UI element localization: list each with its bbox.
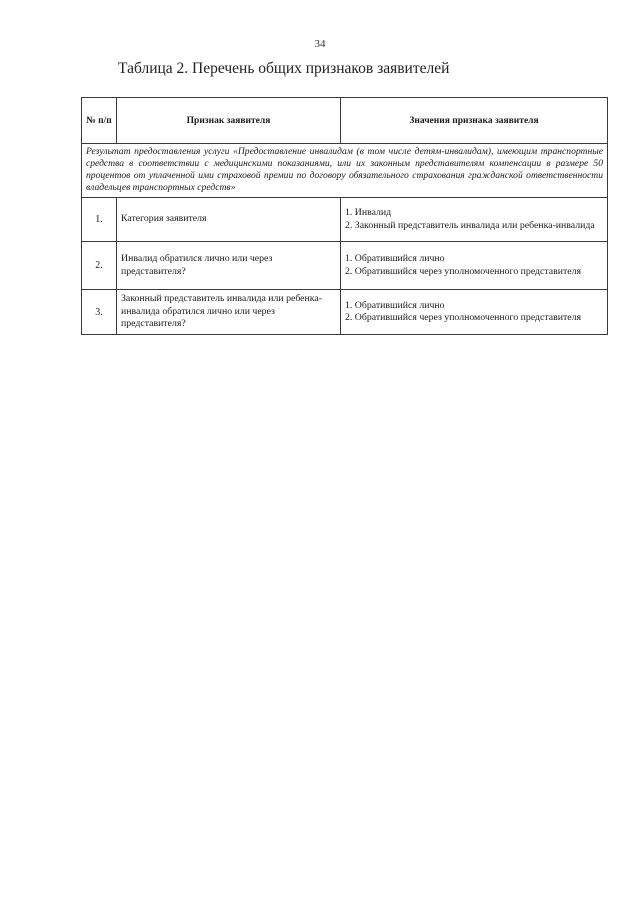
value-option: 2. Обратившийся через уполномоченного представителя [345, 265, 582, 277]
row-number: 1. [82, 198, 117, 242]
value-option: 1. Обратившийся лично [345, 299, 445, 311]
table-row [82, 290, 608, 335]
value-option: 1. Инвалид [345, 207, 392, 218]
result-description: Результат предоставления услуги «Предоставление инвалидам (в том числе детям-инвалидам), имеющим транспортные средства в соответствии с медицинскими показаниями, или их законным представителям компенсации в размере 50 процентов от уплаченной ими страховой премии по договору обязательного страхования гражданской ответственности владельцев транспортных средств» [82, 144, 608, 198]
value-option: 1. Обратившийся лично [345, 253, 445, 264]
page-number: 34 [314, 38, 326, 50]
table-row [82, 242, 608, 290]
row-attribute: Категория заявителя [117, 198, 341, 242]
row-attribute: Инвалид обратился лично или через представителя? [117, 242, 341, 290]
value-option: 2. Обратившийся через уполномоченного представителя [345, 312, 582, 323]
header-num: № п/п [82, 98, 117, 144]
table-header-row [82, 98, 608, 144]
row-attribute: Законный представитель инвалида или ребенка-инвалида обратился лично или через представителя? [117, 290, 341, 335]
table-row [82, 198, 608, 242]
table-title: Таблица 2. Перечень общих признаков заявителей [118, 60, 450, 77]
applicant-attributes-table [81, 97, 608, 335]
result-row [82, 144, 608, 198]
row-number: 2. [82, 242, 117, 290]
header-values: Значения признака заявителя [341, 98, 608, 144]
row-values [341, 242, 608, 290]
header-attribute: Признак заявителя [117, 98, 341, 144]
value-option: 2. Законный представитель инвалида или ребенка-инвалида [345, 219, 595, 231]
row-values [341, 198, 608, 242]
row-values [341, 290, 608, 335]
row-number: 3. [82, 290, 117, 335]
